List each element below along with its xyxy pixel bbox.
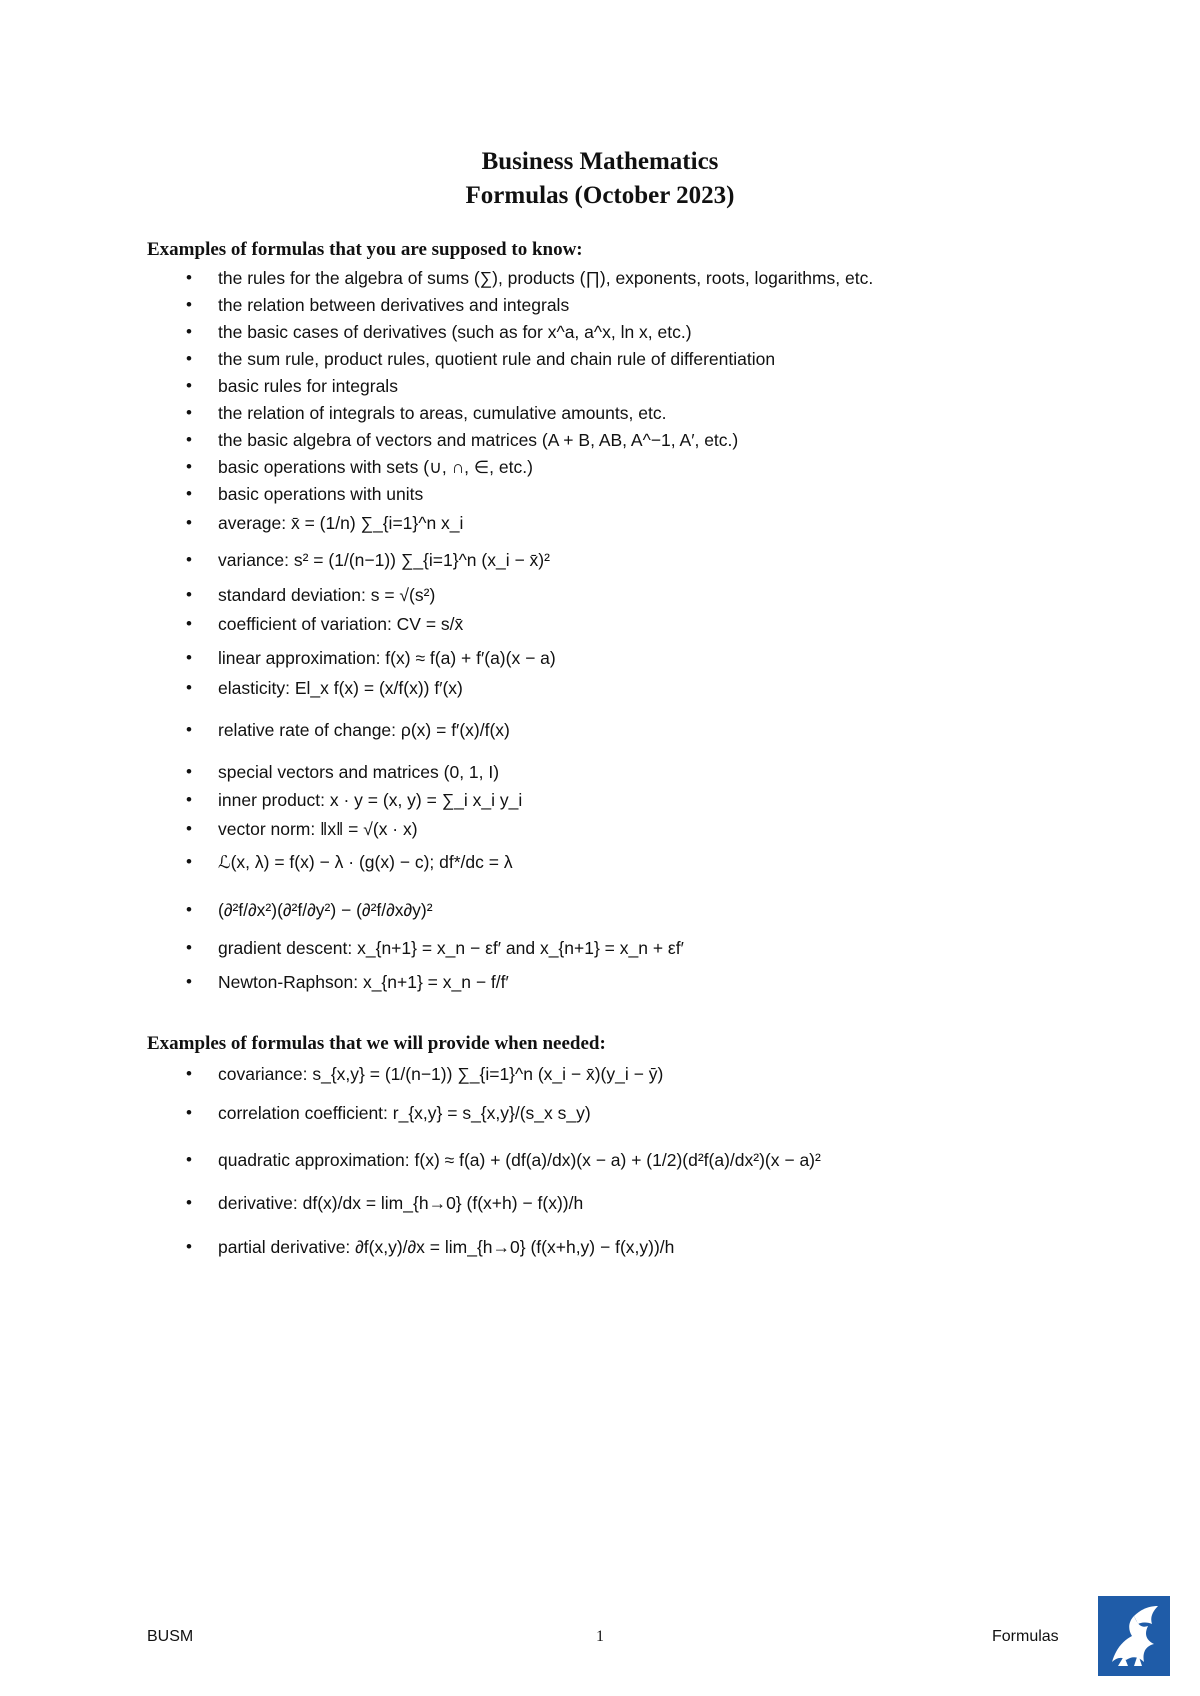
document-title: Business Mathematics [481,148,719,175]
griffin-logo-icon [1098,1596,1170,1676]
footer-course-code: BUSM [147,1628,194,1645]
footer-document-label: Formulas [992,1628,1059,1645]
section-heading-know: Examples of formulas that you are supposed to know: [147,239,583,260]
section-heading-provided: Examples of formulas that we will provide when needed: [147,1033,606,1054]
footer-page-number: 1 [596,1628,604,1645]
document-subtitle: Formulas (October 2023) [465,182,735,209]
